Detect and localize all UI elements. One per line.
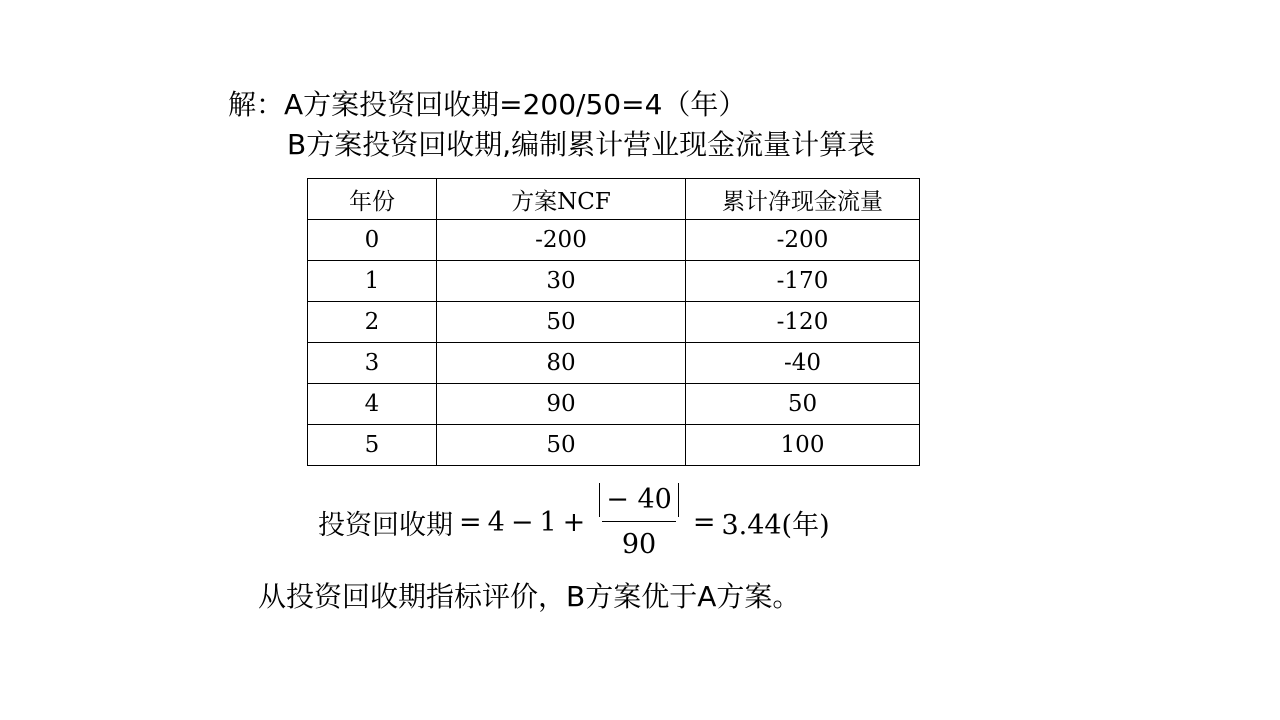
formula-result: 3.44(年) [721,509,830,541]
cell-year: 5 [308,425,437,466]
cell-cumulative: 50 [686,384,920,425]
cell-cumulative: -200 [686,220,920,261]
formula-fraction [599,483,679,562]
cumulative-cash-flow-table [307,178,920,466]
table-row [308,343,920,384]
fraction-bar [602,521,676,522]
cell-cumulative: -40 [686,343,920,384]
cell-year: 4 [308,384,437,425]
cell-cumulative: -120 [686,302,920,343]
cell-ncf: 50 [437,425,686,466]
cell-year: 2 [308,302,437,343]
formula-minus: − [510,506,534,538]
fraction-denominator: 90 [621,528,657,560]
formula-label: 投资回收期 [318,509,453,541]
formula-equals-2: = [692,506,716,538]
conclusion-text: 从投资回收期指标评价，B方案优于A方案。 [258,580,801,613]
table-row [308,220,920,261]
table-row [308,302,920,343]
cell-ncf: 80 [437,343,686,384]
cell-ncf: 50 [437,302,686,343]
formula-plus: + [562,506,586,538]
cell-year: 1 [308,261,437,302]
table-header-row [308,179,920,220]
cell-ncf: 30 [437,261,686,302]
cell-ncf: 90 [437,384,686,425]
header-ncf: 方案NCF [437,179,686,220]
fraction-numerator: − 40 [599,483,679,517]
formula-equals: = [459,506,482,538]
payback-formula [318,480,830,564]
table-row [308,425,920,466]
solution-line-2: B方案投资回收期,编制累计营业现金流量计算表 [287,128,876,161]
header-year: 年份 [308,179,437,220]
header-cumulative: 累计净现金流量 [686,179,920,220]
table-row [308,261,920,302]
formula-term-2: 1 [539,506,557,538]
table-row [308,384,920,425]
cell-year: 3 [308,343,437,384]
cell-cumulative: -170 [686,261,920,302]
cell-year: 0 [308,220,437,261]
solution-line-1: 解：A方案投资回收期=200/50=4（年） [228,88,747,121]
formula-term-1: 4 [487,506,505,538]
cell-cumulative: 100 [686,425,920,466]
cell-ncf: -200 [437,220,686,261]
